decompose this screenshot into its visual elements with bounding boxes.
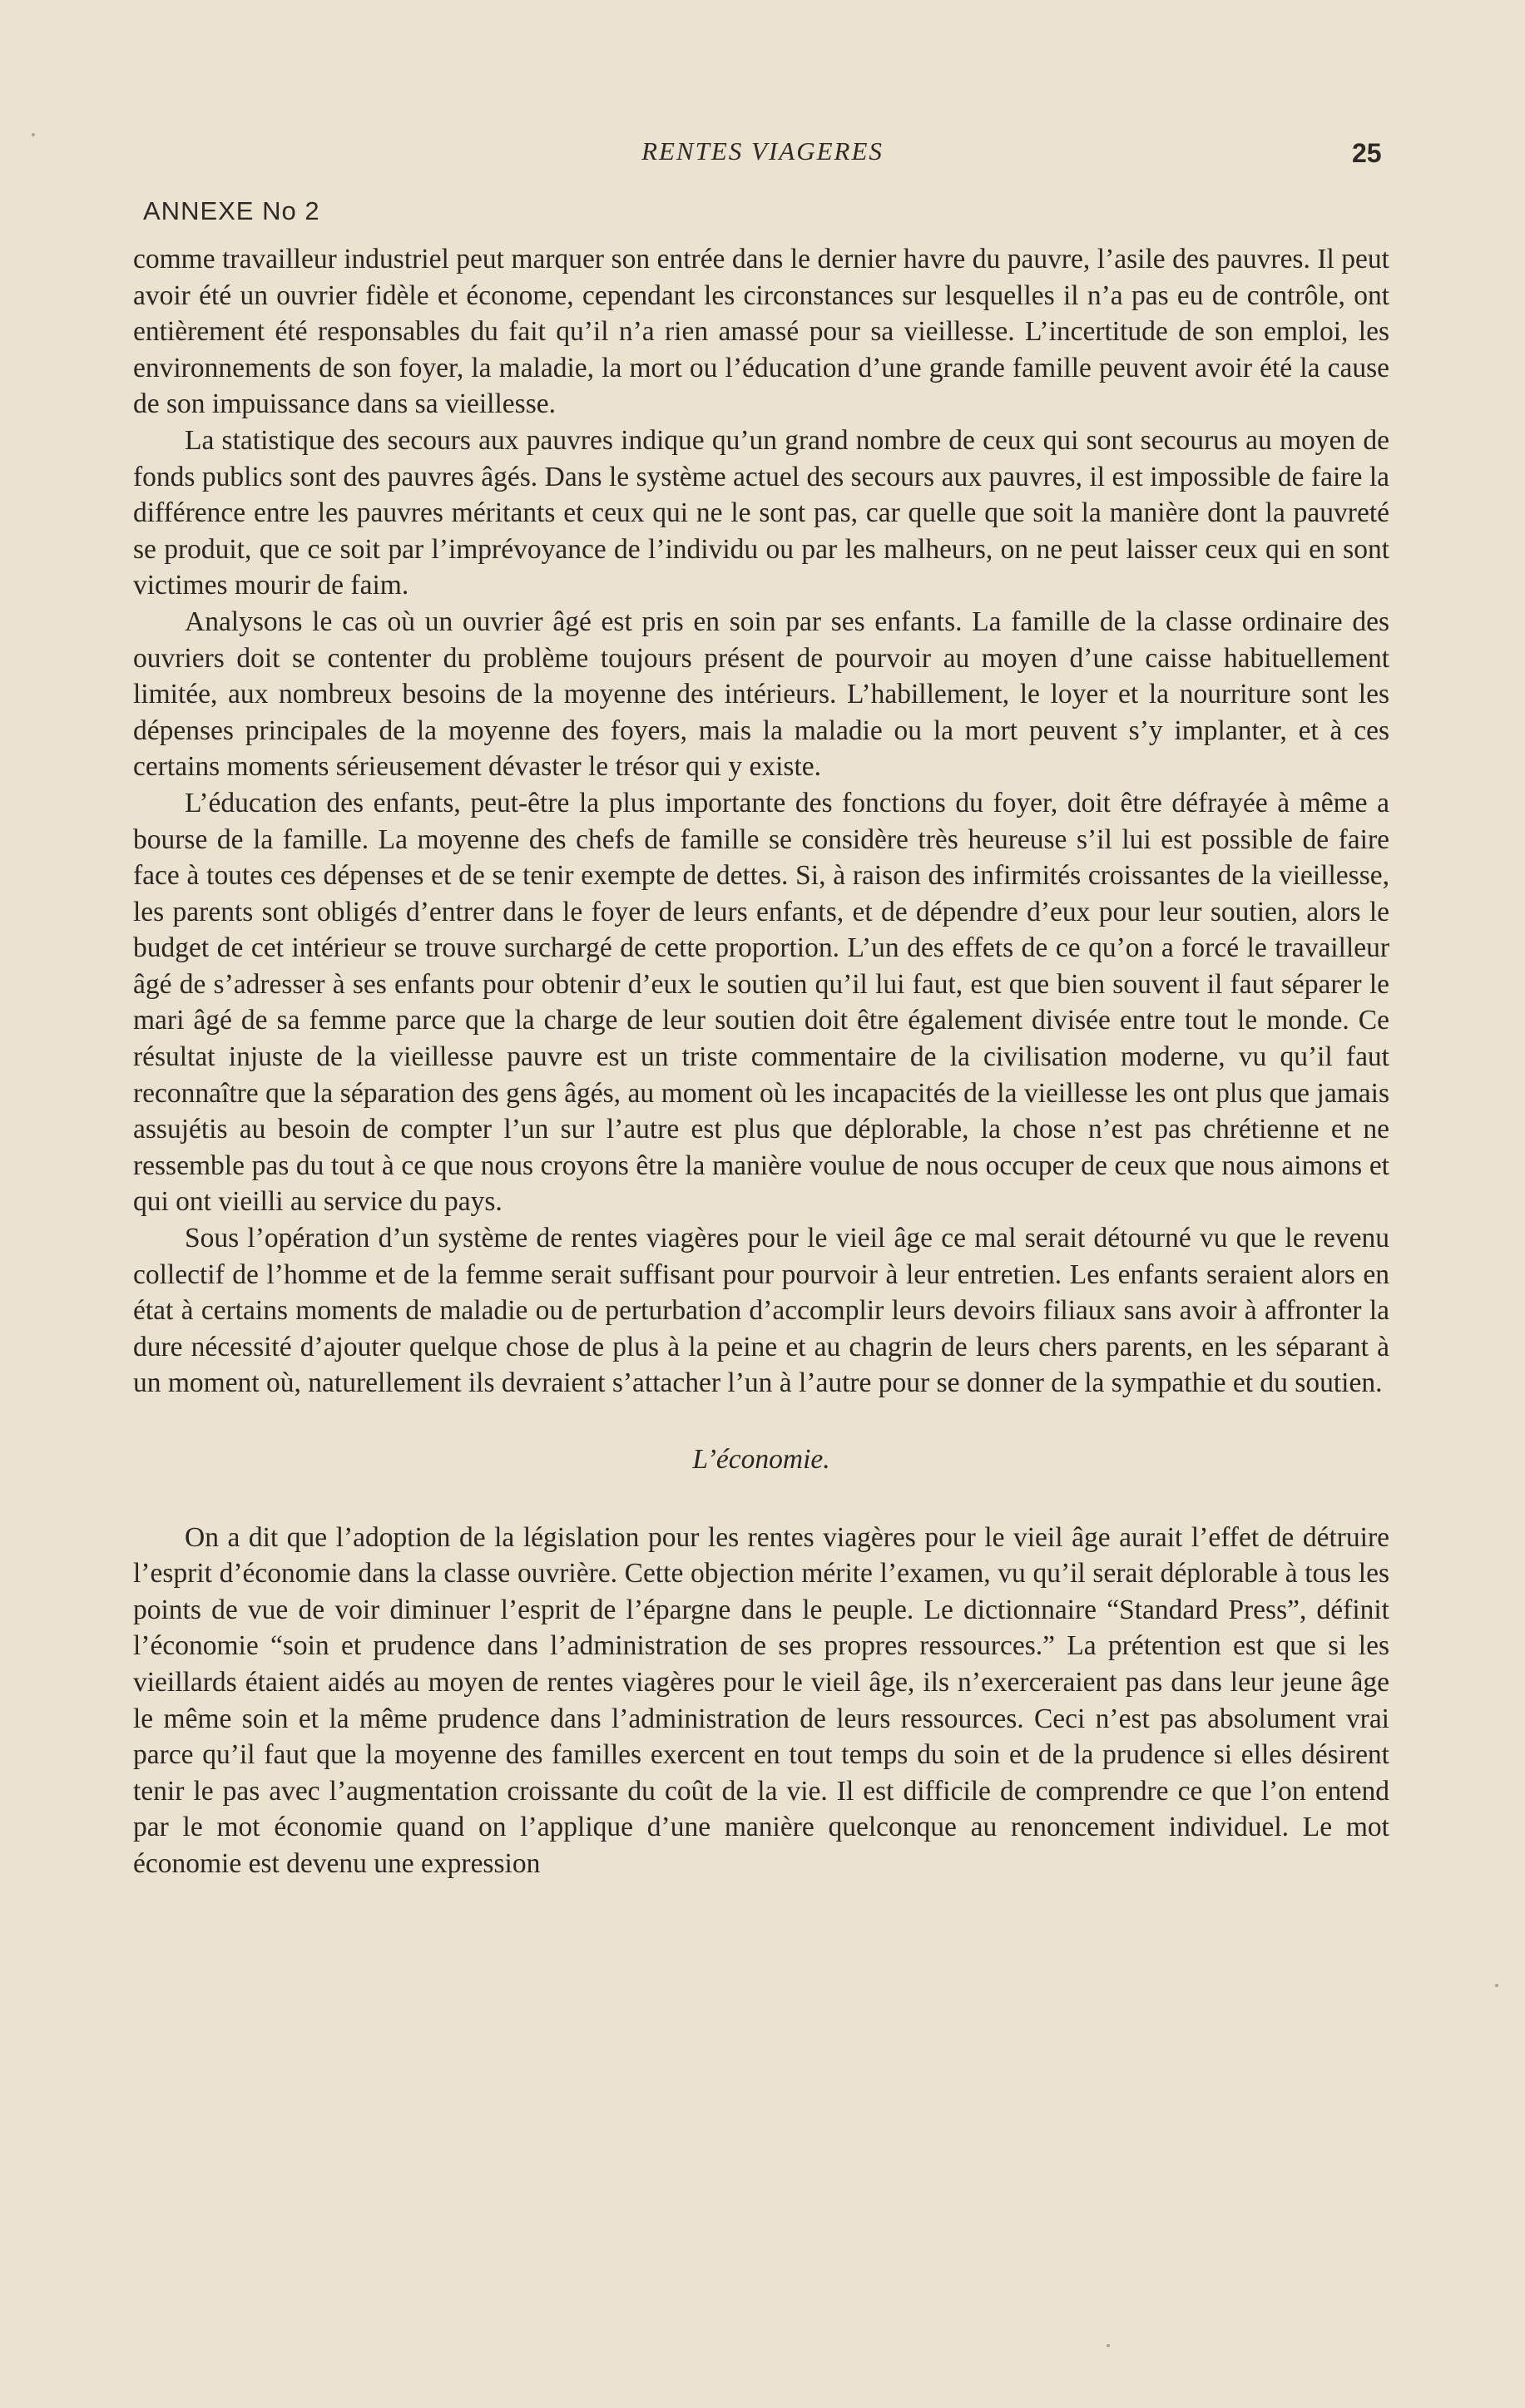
paragraph: Sous l’opération d’un système de rentes viagères pour le vieil âge ce mal serait détourné vu que le revenu collectif de l’homme et de la femme serait suffisant pour pourvoir à leur entretien. Les enfants seraient alors en état à certains moments de maladie ou de perturbation d’accomplir leurs devoirs filiaux sans avoir à affronter la dure nécessité d’ajouter quelque chose de plus à la peine et au chagrin de leurs chers parents, en les séparant à un moment où, naturellement ils devraient s’attacher l’un à l’autre pour se donner de la sympathie et du soutien. [133, 1223, 1389, 1399]
paragraph: comme travailleur industriel peut marquer son entrée dans le dernier havre du pauvre, l’asile des pauvres. Il peut avoir été un ouvrier fidèle et économe, cependant les circonstances sur lesquelles il n’a pas eu de contrôle, ont entièrement été responsables du fait qu’il n’a rien amassé pour sa vieillesse. L’incertitude de son emploi, les environnements de son foyer, la maladie, la mort ou l’éducation d’une grande famille peuvent avoir été la cause de son impuissance dans sa vieillesse. [133, 244, 1389, 420]
body-text [133, 241, 1389, 1882]
annex-label: ANNEXE No 2 [143, 196, 320, 225]
paper-speck [1495, 1984, 1498, 1987]
paragraph: La statistique des secours aux pauvres indique qu’un grand nombre de ceux qui sont secourus au moyen de fonds publics sont des pauvres âgés. Dans le système actuel des secours aux pauvres, il est impossible de faire la différence entre les pauvres méritants et ceux qui ne le sont pas, car quelle que soit la manière dont la pauvreté se produit, que ce soit par l’imprévoyance de l’individu ou par les malheurs, on ne peut laisser ceux qui en sont victimes mourir de faim. [133, 424, 1389, 601]
paragraph: L’éducation des enfants, peut-être la plus importante des fonctions du foyer, doit être défrayée à même a bourse de la famille. La moyenne des chefs de famille se considère très heureuse s’il lui est possible de faire face à toutes ces dépenses et de se tenir exempte de dettes. Si, à raison des infirmités croissantes de la vieillesse, les parents sont obligés d’entrer dans le foyer de leurs enfants, et de dépendre d’eux pour leur soutien, alors le budget de cet intérieur se trouve surchargé de cette proportion. L’un des effets de ce qu’on a forcé le travailleur âgé de s’adresser à ses enfants pour obtenir d’eux le soutien qu’il lui faut, est que bien souvent il faut séparer le mari âgé de sa femme parce que la charge de leur soutien doit être également divisée entre tout le monde. Ce résultat injuste de la vieillesse pauvre est un triste commentaire de la civilisation moderne, vu qu’il faut reconnaître que la séparation des gens âgés, au moment où les incapacités de la vieillesse les ont plus que jamais assujétis au besoin de compter l’un sur l’autre est plus que déplorable, la chose n’est pas chrétienne et ne ressemble pas du tout à ce que nous croyons être la manière voulue de nous occuper de ceux que nous aimons et qui ont vieilli au service du pays. [133, 787, 1389, 1218]
paper-speck [1107, 2344, 1110, 2347]
page-number: 25 [1352, 138, 1382, 168]
paper-speck [32, 133, 35, 136]
section-heading: L’économie. [692, 1444, 830, 1475]
running-title: RENTES VIAGERES [641, 136, 884, 166]
paragraph: Analysons le cas où un ouvrier âgé est pris en soin par ses enfants. La famille de la classe ordinaire des ouvriers doit se contenter du problème toujours présent de pourvoir au moyen d’une caisse habituellement limitée, aux nombreux besoins de la moyenne des intérieurs. L’habillement, le loyer et la nourriture sont les dépenses principales de la moyenne des foyers, mais la maladie ou la mort peuvent s’y implanter, et à ces certains moments sérieusement dévaster le trésor qui y existe. [133, 606, 1389, 783]
paragraph: On a dit que l’adoption de la législation pour les rentes viagères pour le vieil âge aurait l’effet de détruire l’esprit d’économie dans la classe ouvrière. Cette objection mérite l’examen, vu qu’il serait déplorable à tous les points de vue de voir diminuer l’esprit de l’épargne dans le peuple. Le dictionnaire “Standard Press”, définit l’économie “soin et prudence dans l’administration de ses propres ressources.” La prétention est que si les vieillards étaient aidés au moyen de rentes viagères pour le vieil âge, ils n’exerceraient pas dans leur jeune âge le même soin et la même prudence dans l’administration de leurs ressources. Ceci n’est pas absolument vrai parce qu’il faut que la moyenne des familles exercent en tout temps du soin et de la prudence si elles désirent tenir le pas avec l’augmentation croissante du coût de la vie. Il est difficile de comprendre ce que l’on entend par le mot économie quand on l’applique d’une manière quelconque au renoncement individuel. Le mot économie est devenu une expression [133, 1521, 1389, 1879]
